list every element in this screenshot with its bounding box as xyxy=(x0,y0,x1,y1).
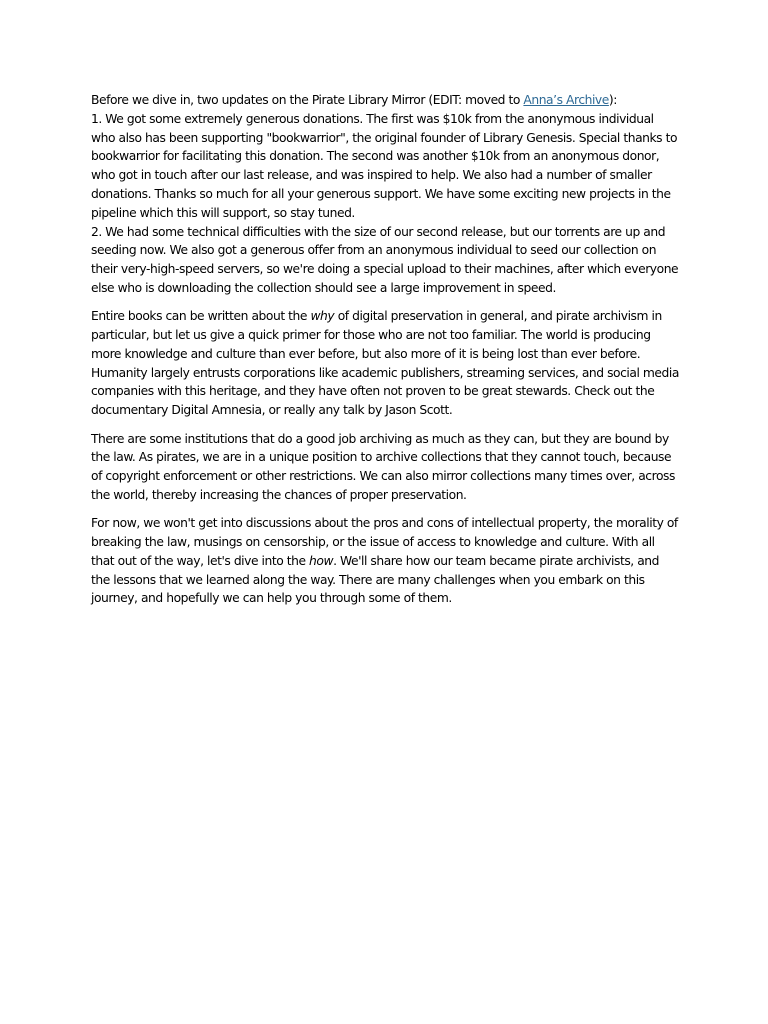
update-2-text: 2. We had some technical difficulties with the size of our second release, but our torrents are up and seeding now. We also got a generous offer from an anonymous individual to seed our collection on their very-high-speed servers, so we're doing a special upload to their machines, after which everyone else who is downloading the collection should see a large improvement in speed. xyxy=(91,224,679,295)
update-1-text: 1. We got some extremely generous donations. The first was $10k from the anonymous individual who also has been supporting "bookwarrior", the original founder of Library Genesis. Special thanks to bookwarrior for facilitating this donation. The second was another $10k from an anonymous donor, who got in touch after our last release, and was inspired to help. We also had a number of smaller donations. Thanks so much for all your generous support. We have some exciting new projects in the pipeline which this will support, so stay tuned. xyxy=(91,111,678,220)
intro-line xyxy=(91,91,681,110)
how-paragraph xyxy=(91,514,681,608)
intro-text: Before we dive in, two updates on the Pirate Library Mirror (EDIT: moved to xyxy=(91,93,524,107)
intro-suffix: ): xyxy=(608,93,617,107)
why-text-after: of digital preservation in general, and pirate archivism in particular, but let us give a quick primer for those who are not too familiar. The world is producing more knowledge and culture than ever before, but also more of it is being lost than ever before. Humanity largely entrusts corporations like academic publishers, streaming services, and social media companies with this heritage, and they have often not proven to be great stewards. Check out the documentary Digital Amnesia, or really any talk by Jason Scott. xyxy=(91,309,679,418)
why-paragraph xyxy=(91,307,681,420)
how-text-after: . We'll share how our team became pirate archivists, and the lessons that we learned along the way. There are many challenges when you embark on this journey, and hopefully we can help you through some of them. xyxy=(91,553,659,606)
why-emphasis: why xyxy=(310,309,335,324)
how-emphasis: how xyxy=(309,553,334,568)
why-text-before: Entire books can be written about the xyxy=(91,309,311,324)
document-page xyxy=(91,91,681,618)
how-text-before: For now, we won't get into discussions about the pros and cons of intellectual property, the morality of breaking the law, musings on censorship, or the issue of access to knowledge and culture. With all that out of the way, let's dive into the xyxy=(91,516,678,568)
updates-paragraph xyxy=(91,91,681,298)
institutions-paragraph: There are some institutions that do a good job archiving as much as they can, but they are bound by the law. As pirates, we are in a unique position to archive collections that they cannot touch, because of copyright enforcement or other restrictions. We can also mirror collections many times over, across the world, thereby increasing the chances of proper preservation. xyxy=(91,431,675,502)
annas-archive-link[interactable]: Anna’s Archive xyxy=(523,93,609,107)
